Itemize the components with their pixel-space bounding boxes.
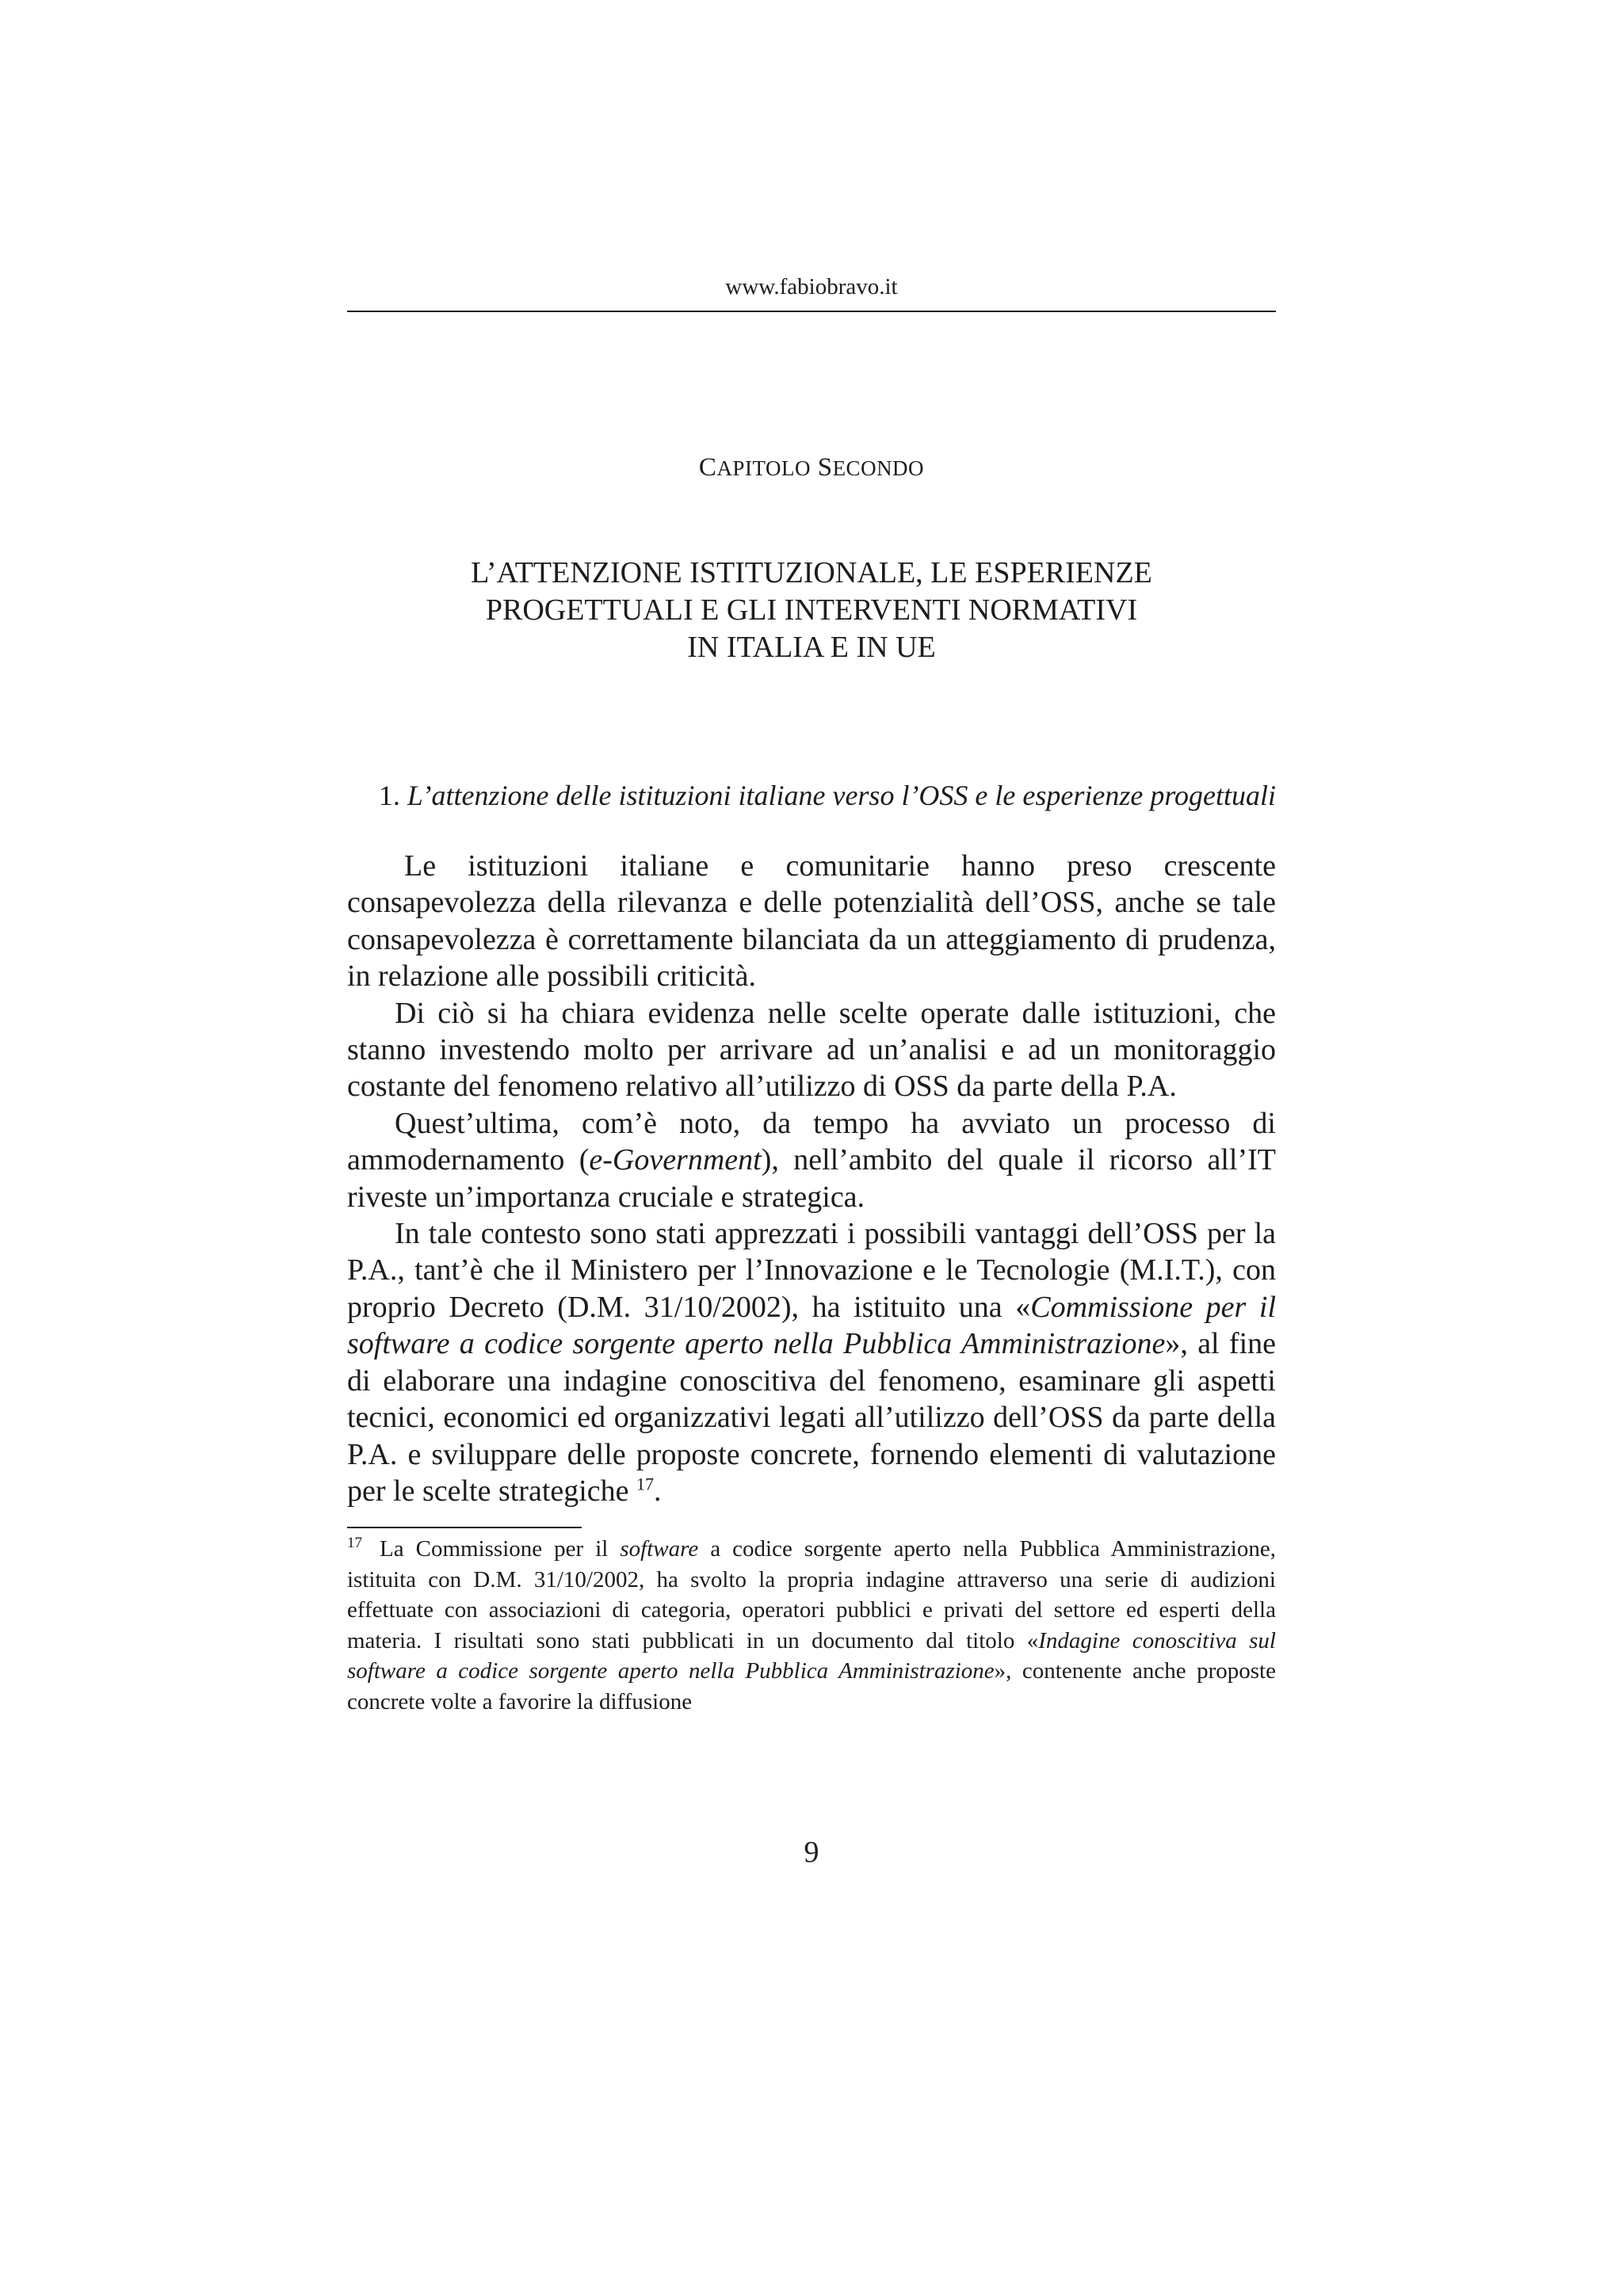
paragraph-text: Quest’ultima, com’è noto, da tempo ha avviato un processo di ammodernamento ( — [347, 1106, 1276, 1177]
paragraph-text: », al fine di elaborare una indagine conoscitiva del fenomeno, esaminare gli aspetti tecnici, economici ed organizzativi legati all’utilizzo dell’OSS da parte della P.A. e sviluppare delle proposte concrete, fornendo elementi di valutazione per le scelte strategiche — [347, 1327, 1276, 1508]
paragraph-text: . — [654, 1474, 662, 1508]
chapter-title-line: PROGETTUALI E GLI INTERVENTI NORMATIVI — [485, 593, 1138, 627]
section-title: L’attenzione delle istituzioni italiane verso l’OSS e le esperienze progettuali — [407, 780, 1276, 811]
footnote-part: La Commissione per il — [380, 1536, 621, 1562]
paragraph-italic: e-Government — [589, 1143, 762, 1177]
header-rule — [347, 311, 1276, 312]
chapter-title — [347, 555, 1276, 666]
paragraph-italic: Commissione per il software a codice sorgente aperto nella Pubblica Amministrazione — [347, 1290, 1277, 1361]
paragraph — [347, 1105, 1276, 1215]
footnote-part: », contenente anche proposte concrete volte a favorire la diffusione — [347, 1658, 1276, 1714]
footnote-text — [347, 1534, 1276, 1718]
section-heading — [347, 778, 1276, 813]
paragraph — [347, 1215, 1276, 1509]
page-number: 9 — [804, 1836, 819, 1869]
paragraph-text: In tale contesto sono stati apprezzati i possibili vantaggi dell’OSS per la P.A., tant’è che il Ministero per l’Innovazione e le Tecnologie (M.I.T.), con proprio Decreto (D.M. 31/10/2002), ha istituito una « — [347, 1217, 1276, 1324]
paragraph-text: ), nell’ambito del quale il ricorso all’IT riveste un’importanza cruciale e strategica. — [347, 1143, 1276, 1214]
chapter-label-text: CAPITOLO SECONDO — [698, 453, 925, 482]
footnote-reference[interactable]: 17 — [636, 1474, 655, 1494]
footnote-italic: Indagine conoscitiva sul software a codice sorgente aperto nella Pubblica Amministrazione — [347, 1627, 1276, 1684]
body-text — [347, 848, 1276, 1509]
section-number: 1. — [378, 780, 400, 811]
footnote-part: a codice sorgente aperto nella Pubblica Amministrazione, istituita con D.M. 31/10/2002, ha svolto la propria indagine attraverso una serie di audizioni effettuate con associazioni di categoria, operatori pubblici e privati del settore ed esperti della materia. I risultati sono stati pubblicati in un documento dal titolo « — [347, 1536, 1276, 1653]
chapter-label — [347, 453, 1276, 482]
paragraph: Di ciò si ha chiara evidenza nelle scelte operate dalle istituzioni, che stanno investendo molto per arrivare ad un’analisi e ad un monitoraggio costante del fenomeno relativo all’utilizzo di OSS da parte della P.A. — [347, 996, 1276, 1104]
chapter-title-line: IN ITALIA E IN UE — [687, 631, 936, 664]
running-header: www.fabiobravo.it — [725, 274, 898, 299]
footnote-number: 17 — [347, 1535, 362, 1552]
footnote-italic: software — [620, 1536, 699, 1562]
footnote-rule — [347, 1527, 582, 1528]
paragraph: Le istituzioni italiane e comunitarie hanno preso crescente consapevolezza della rilevanza e delle potenzialità dell’OSS, anche se tale consapevolezza è correttamente bilanciata da un atteggiamento di prudenza, in relazione alle possibili criticità. — [347, 849, 1276, 994]
chapter-title-line: L’ATTENZIONE ISTITUZIONALE, LE ESPERIENZE — [471, 556, 1152, 589]
footnote — [347, 1534, 1276, 1718]
